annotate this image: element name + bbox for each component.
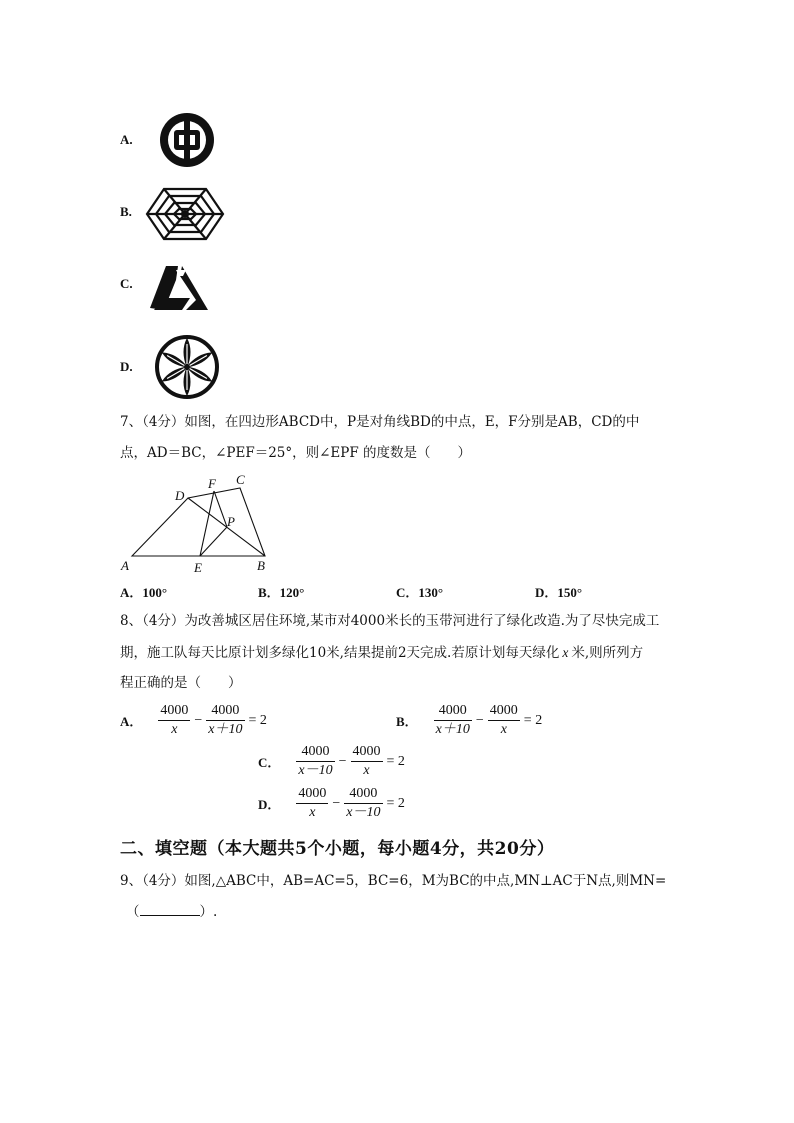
option-c-label: C. xyxy=(120,276,133,291)
q7-choice-a: A．100° xyxy=(120,585,168,600)
concentric-hexagon-web-icon xyxy=(144,186,226,242)
q8-text-line1: 8、（4分）为改善城区居住环境,某市对4000米长的玉带河进行了绿化改造.为了尽快完成工 xyxy=(120,613,660,629)
q7-choice-d: D．150° xyxy=(535,585,583,600)
option-a-label: A. xyxy=(120,132,133,147)
option-d-label: D. xyxy=(120,359,133,374)
quadrilateral-figure xyxy=(118,470,278,576)
q7-text-line1: 7、（4分）如图，在四边形ABCD中，P是对角线BD的中点，E，F分别是AB，CD的中 xyxy=(120,414,640,430)
figure-label-d: D xyxy=(175,488,185,503)
q8-option-b: B． $\frac{4000}{x+10}$ − $\frac{4000}{x}$ = 2 xyxy=(396,703,543,737)
figure-label-p: P xyxy=(227,514,235,529)
q9-text-line1: 9、（4分）如图,△ABC中，AB=AC=5，BC=6，M为BC的中点,MN⊥AC于N点,则MN= xyxy=(120,873,667,889)
six-petal-flower-circle-icon xyxy=(146,334,228,400)
q7-text-line2: 点，AD＝BC，∠PEF＝25°，则∠EPF 的度数是（ ） xyxy=(120,445,472,461)
figure-label-f: F xyxy=(208,476,216,491)
bank-of-china-logo-icon xyxy=(150,106,224,172)
q8-option-a: A． $\frac{4000}{x}$ − $\frac{4000}{x+10}$ = 2 xyxy=(120,703,267,737)
q8-text-line2: 期，施工队每天比原计划多绿化10米,结果提前2天完成.若原计划每天绿化 x 米,则所列方 xyxy=(120,645,644,661)
q7-choice-c: C．130° xyxy=(396,585,444,600)
section-heading-fill-in: 二、填空题（本大题共5个小题，每小题4分，共20分） xyxy=(120,839,555,859)
answer-blank[interactable] xyxy=(140,901,200,916)
triangle-recycle-logo-icon xyxy=(146,258,212,316)
q7-choice-b: B．120° xyxy=(258,585,305,600)
q8-text-line3: 程正确的是（ ） xyxy=(120,675,242,691)
figure-label-e: E xyxy=(194,560,202,575)
q8-option-d: D． $\frac{4000}{x}$ − $\frac{4000}{x-10}$ = 2 xyxy=(258,786,405,820)
q8-option-c: C． $\frac{4000}{x-10}$ − $\frac{4000}{x}$ = 2 xyxy=(258,744,405,778)
q9-answer-blank-line: （ ）. xyxy=(126,897,217,928)
option-b-label: B. xyxy=(120,204,132,219)
figure-label-c: C xyxy=(236,472,245,487)
figure-label-a: A xyxy=(121,558,129,573)
figure-label-b: B xyxy=(257,558,265,573)
